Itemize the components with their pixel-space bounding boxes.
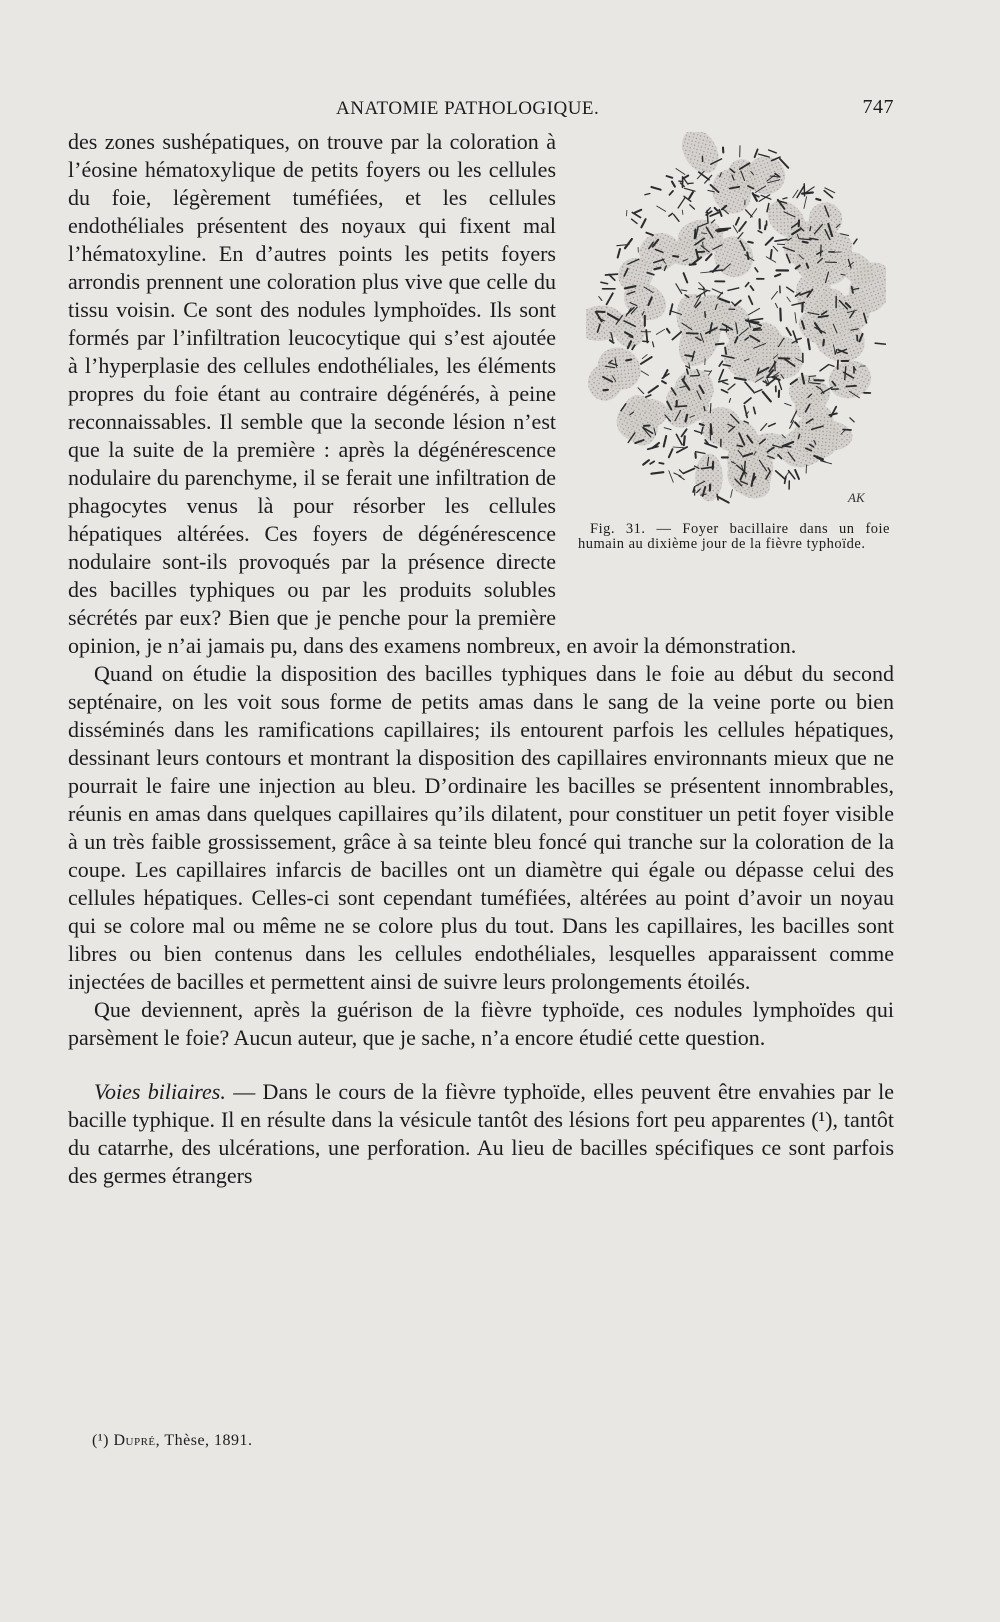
page-number: 747 [862, 96, 894, 118]
paragraph-2: Quand on étudie la disposition des bacilles typhiques dans le foie au début du second septénaire, on les voit sous forme de petits amas dans le sang de la veine porte ou bien disséminés dans les ramifications capillaires; ils entourent parfois les cellules hépatiques, dessinant leurs contours et montrant la disposition des capillaires environnants mieux que ne pourrait le faire une injection au bleu. D’ordinaire les bacilles se présentent innombrables, réunis en amas dans quelques capillaires qu’ils dilatent, pour constituer un petit foyer visible à un très faible grossissement, grâce à sa teinte bleu foncé qui tranche sur la coloration de la coupe. Les capillaires infarcis de bacilles ont un diamètre qui égale ou dépasse celui des cellules hépatiques. Celles-ci sont cependant tuméfiées, altérées au point d’avoir un noyau qui se colore mal ou même ne se colore plus du tout. Dans les capillaires, les bacilles sont libres ou bien contenus dans les cellules endothéliales, lesquelles apparaissent comme injectées de bacilles et permettent ainsi de suivre leurs prolongements étoilés. [68, 661, 894, 994]
paragraph-3: Que deviennent, après la guérison de la fièvre typhoïde, ces nodules lymphoïdes qui parsèment le foie? Aucun auteur, que je sache, n’a encore étudié cette question. [68, 997, 894, 1050]
figure-caption: Fig. 31. — Foyer bacillaire dans un foie humain au dixième jour de la fièvre typhoïde. [578, 521, 890, 552]
section-heading: Voies biliaires. [94, 1079, 226, 1104]
footnote-author: Dupré [113, 1432, 156, 1449]
figure-31 [578, 128, 894, 622]
body-text [68, 128, 894, 1190]
paragraph-1-text: des zones sushépatiques, on trouve par la coloration à l’éosine hématoxylique de petits foyers ou les cellules du foie, légèrement tuméfiées, et les cellules endothéliales présentent des noyaux qui fixent mal l’hématoxyline. En d’autres points les petits foyers arrondis prennent une coloration plus vive que celle du tissu voisin. Ce sont des nodules lymphoïdes. Ils sont formés par l’infiltration leucocytique qui s’est ajoutée à l’hyperplasie des cellules endothéliales, les éléments propres du foie étant au contraire dégénérés, à peine reconnaissables. Il semble que la seconde lésion n’est que la suite de la première : après la dégénérescence nodulaire du parenchyme, il se ferait une infiltration de phagocytes venus là pour résorber les cellules hépatiques altérées. Ces foyers de dégénérescence nodulaire sont-ils provoqués par la présence directe des bacilles typhiques ou par les produits solubles sécrétés par eux? Bien que je penche pour la première opinion, je n’ai jamais pu, dans des examens nombreux, en avoir la démonstration. [68, 129, 797, 658]
paragraph-4-text: — Dans le cours de la fièvre typhoïde, elles peuvent être envahies par le bacille typhique. Il en résulte dans la vésicule tantôt des lésions fort peu apparentes (¹), tantôt du catarrhe, des ulcérations, une perforation. Au lieu de bacilles spécifiques ce sont parfois des germes étrangers [68, 1079, 894, 1188]
footnote [92, 1432, 253, 1450]
running-title: ANATOMIE PATHOLOGIQUE. [336, 98, 600, 119]
figure-signature: AK [848, 490, 865, 505]
footnote-text: , Thèse, 1891. [155, 1432, 253, 1449]
liver-section-illustration [586, 132, 886, 514]
footnote-marker: (¹) [92, 1432, 109, 1449]
running-header [68, 94, 894, 128]
paragraph-1 [68, 128, 894, 660]
paragraph-4 [68, 1078, 894, 1190]
